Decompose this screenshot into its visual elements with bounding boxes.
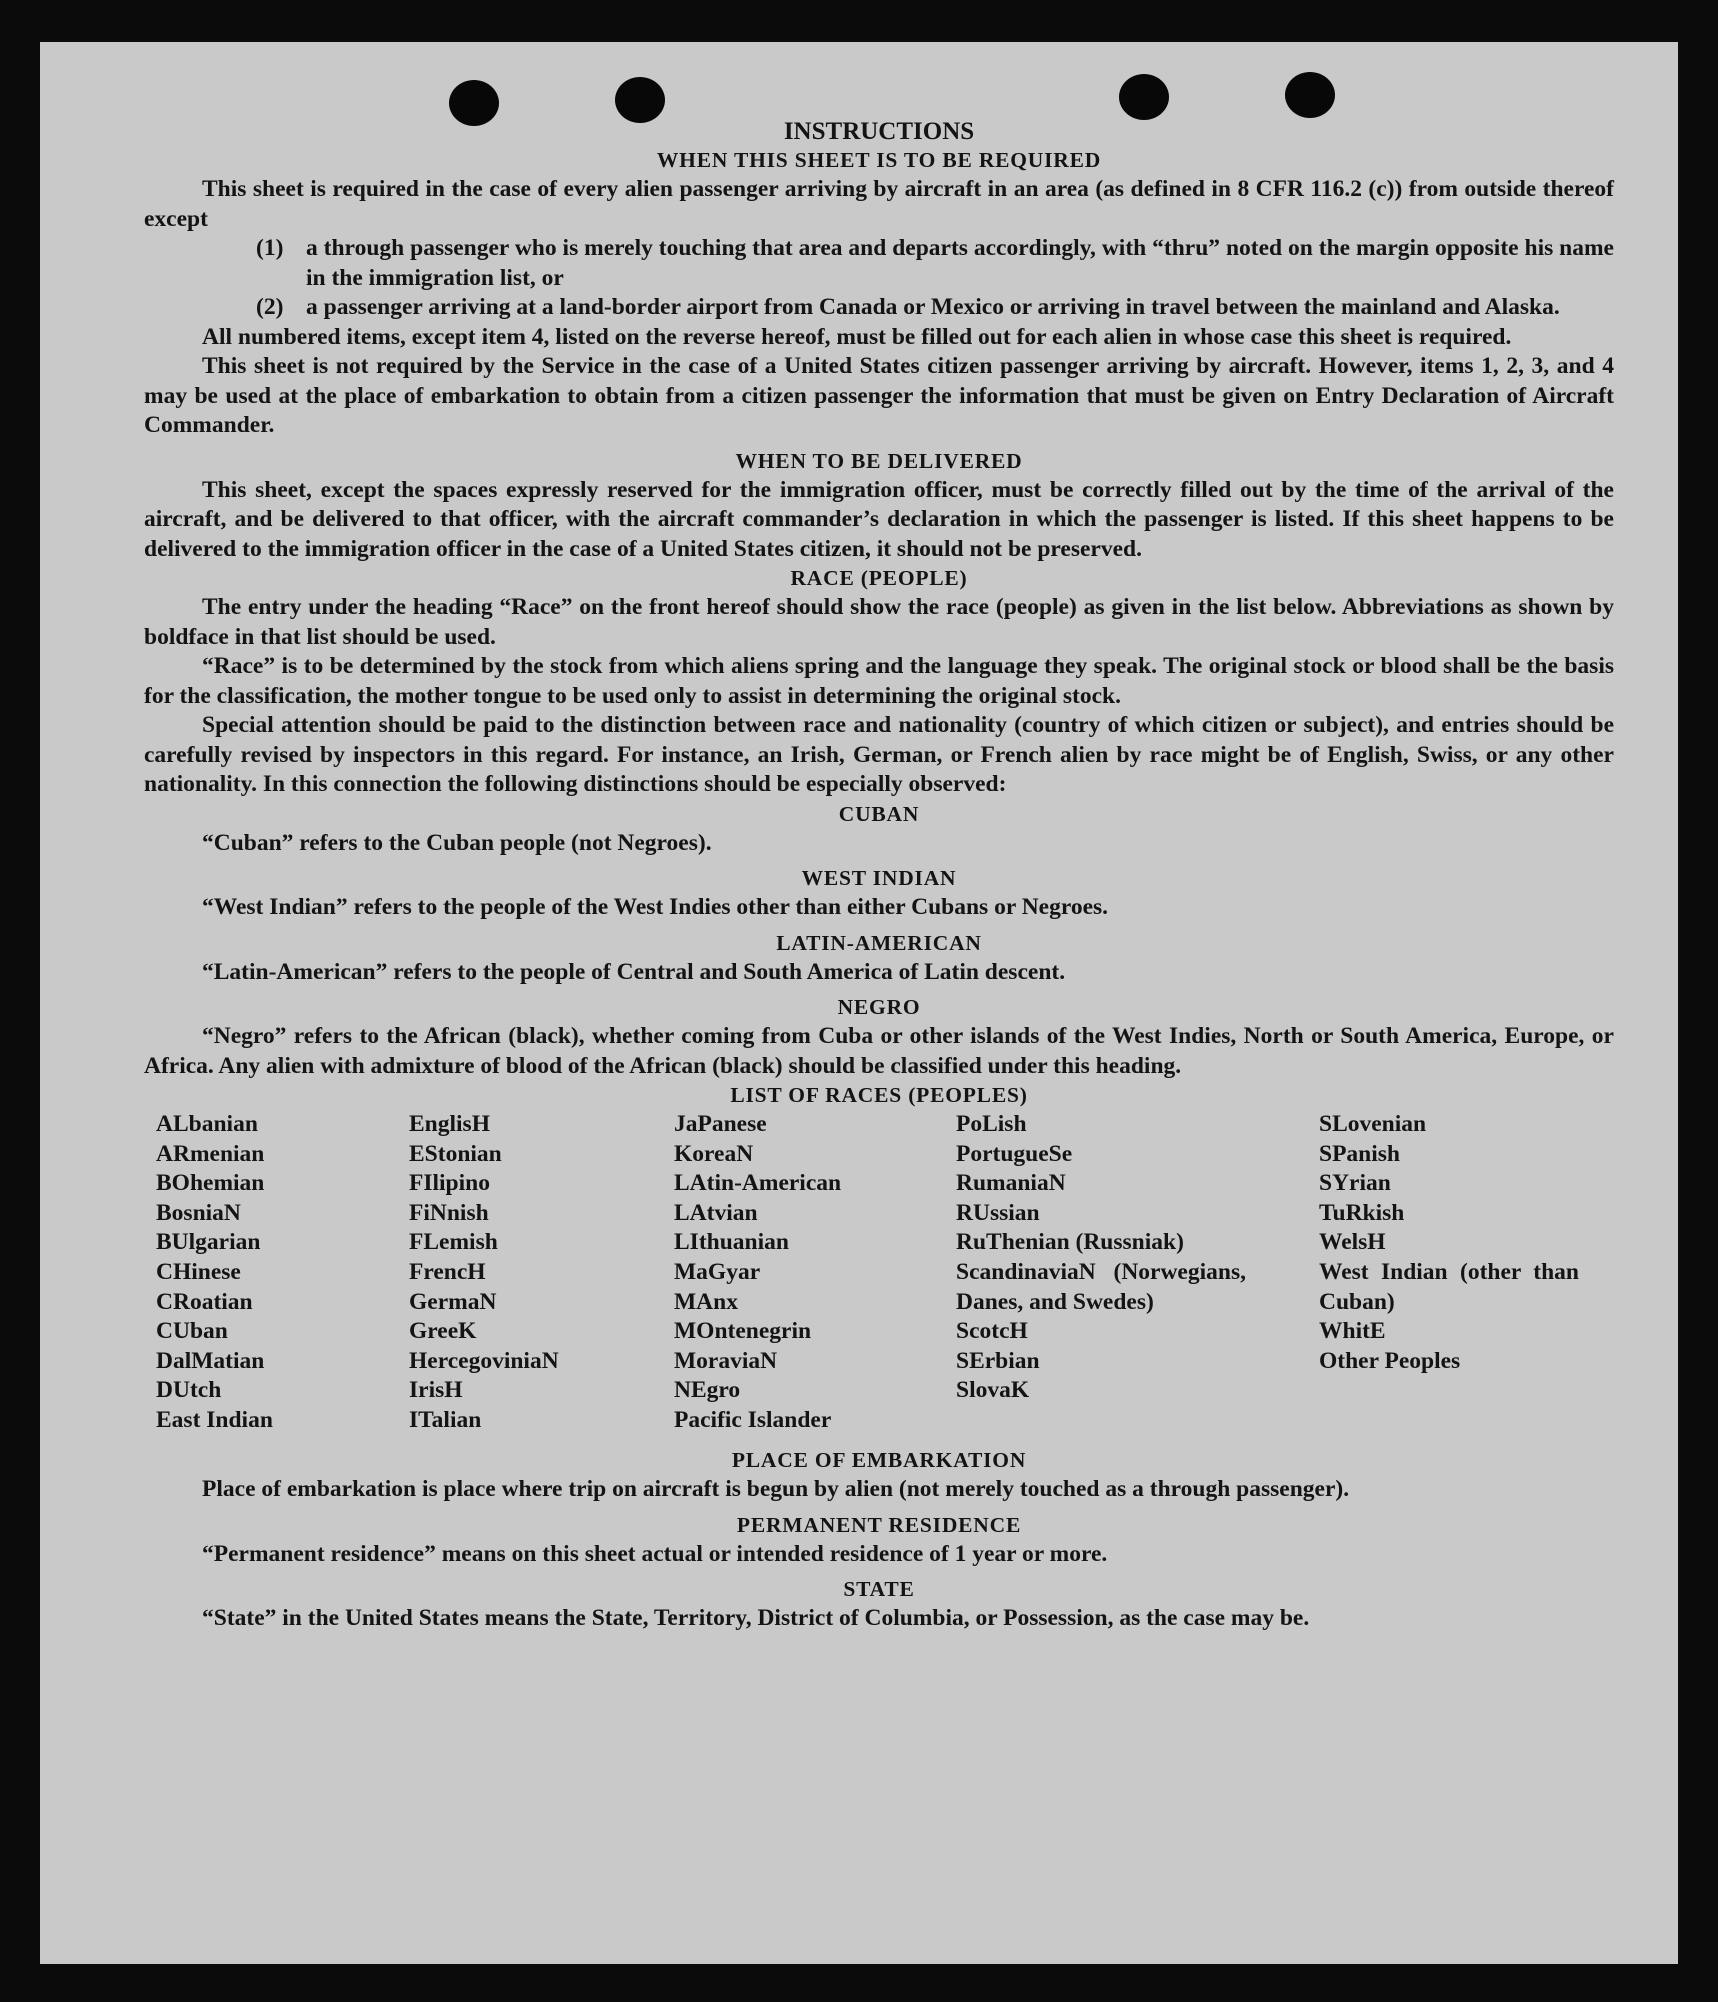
list-item: ITalian bbox=[409, 1406, 482, 1433]
paragraph: This sheet is required in the case of every alien passenger arriving by aircraft in an area (as defined in 8 CFR 116.2 (c)) from outside thereof except bbox=[144, 176, 1614, 232]
section-heading-race: RACE (PEOPLE) bbox=[790, 566, 968, 590]
list-item: BOhemian bbox=[156, 1170, 265, 1197]
list-item: RuThenian (Russniak) bbox=[956, 1229, 1184, 1256]
list-item: SErbian bbox=[956, 1347, 1040, 1374]
list-item: CUban bbox=[156, 1318, 228, 1345]
list-item: East Indian bbox=[156, 1406, 273, 1433]
paragraph: The entry under the heading “Race” on the front hereof should show the race (people) as given in the list below. Abbreviations as shown by boldface in that list should be used. bbox=[144, 594, 1614, 650]
list-item: MaGyar bbox=[674, 1258, 761, 1285]
race-column bbox=[674, 1110, 841, 1436]
list-item: LAtvian bbox=[674, 1199, 758, 1226]
race-column bbox=[956, 1110, 1246, 1406]
document-sheet bbox=[40, 42, 1678, 1964]
paragraph: “Negro” refers to the African (black), whether coming from Cuba or other islands of the West Indies, North or South America, Europe, or Africa. Any alien with admixture of blood of the African (black) should be classified under this heading. bbox=[144, 1023, 1614, 1079]
list-item: WhitE bbox=[1319, 1318, 1386, 1345]
document-content bbox=[144, 118, 1614, 1634]
list-item bbox=[144, 293, 1614, 323]
race-column bbox=[156, 1110, 273, 1436]
list-item: FrencH bbox=[409, 1258, 486, 1285]
list-item: DalMatian bbox=[156, 1347, 265, 1374]
paragraph: All numbered items, except item 4, listed on the reverse hereof, must be filled out for each alien in whose case this sheet is required. bbox=[202, 323, 1512, 350]
list-item: MoraviaN bbox=[674, 1347, 778, 1374]
list-item: BUlgarian bbox=[156, 1229, 261, 1256]
list-item: SYrian bbox=[1319, 1170, 1391, 1197]
list-item: CHinese bbox=[156, 1258, 241, 1285]
section-heading-cuban: CUBAN bbox=[838, 801, 920, 826]
list-item: KoreaN bbox=[674, 1140, 754, 1167]
list-item bbox=[144, 234, 1614, 293]
list-item: IrisH bbox=[409, 1377, 463, 1404]
list-item: ALbanian bbox=[156, 1111, 258, 1137]
list-item: West Indian (other than Cuban) bbox=[1319, 1258, 1579, 1315]
section-heading-negro: NEGRO bbox=[837, 995, 921, 1019]
section-heading-embarkation: PLACE OF EMBARKATION bbox=[731, 1448, 1027, 1472]
list-item: NEgro bbox=[674, 1377, 741, 1404]
list-item: CRoatian bbox=[156, 1288, 253, 1315]
paragraph: Special attention should be paid to the distinction between race and nationality (country of which citizen or subject), and entries should be carefully revised by inspectors in this regard. For instance, an Irish, German, or French alien by race might be of English, Swiss, or any other nationality. In this connection the following distinctions should be especially observed: bbox=[144, 712, 1614, 797]
list-item: GreeK bbox=[409, 1318, 477, 1345]
list-item: EnglisH bbox=[409, 1111, 490, 1137]
race-list bbox=[144, 1110, 1614, 1446]
paragraph: “West Indian” refers to the people of the West Indies other than either Cubans or Negroes. bbox=[202, 894, 1109, 920]
race-column bbox=[409, 1110, 559, 1436]
item-number: (1) bbox=[256, 235, 284, 261]
list-item: LAtin-American bbox=[674, 1170, 842, 1197]
section-heading-west-indian: WEST INDIAN bbox=[801, 866, 957, 890]
paragraph: “Permanent residence” means on this sheet actual or intended residence of 1 year or more. bbox=[202, 1540, 1108, 1567]
list-item: DUtch bbox=[156, 1377, 222, 1404]
item-text: a passenger arriving at a land-border airport from Canada or Mexico or arriving in travel between the mainland and Alaska. bbox=[306, 294, 1560, 320]
list-item: SlovaK bbox=[956, 1377, 1030, 1404]
list-item: EStonian bbox=[409, 1140, 502, 1167]
list-item: FiNnish bbox=[409, 1199, 489, 1226]
list-item: Pacific Islander bbox=[674, 1406, 832, 1433]
section-heading-when-required: WHEN THIS SHEET IS TO BE REQUIRED bbox=[656, 148, 1102, 172]
punch-hole bbox=[1285, 72, 1335, 118]
list-item: LIthuanian bbox=[674, 1229, 789, 1256]
list-item: RumaniaN bbox=[956, 1170, 1066, 1197]
list-item: BosniaN bbox=[156, 1199, 241, 1226]
paragraph: “Race” is to be determined by the stock from which aliens spring and the language they speak. The original stock or blood shall be the basis for the classification, the mother tongue to be used only to assist in determining the original stock. bbox=[144, 653, 1614, 709]
race-column bbox=[1319, 1110, 1579, 1376]
list-item: ScandinaviaN (Norwegians, Danes, and Swedes) bbox=[956, 1258, 1246, 1315]
list-item: PoLish bbox=[956, 1111, 1027, 1137]
list-item: Other Peoples bbox=[1319, 1347, 1461, 1374]
list-item: RUssian bbox=[956, 1199, 1040, 1226]
section-heading-latin-american: LATIN-AMERICAN bbox=[776, 930, 982, 955]
section-heading-residence: PERMANENT RESIDENCE bbox=[736, 1512, 1022, 1537]
paragraph: This sheet, except the spaces expressly reserved for the immigration officer, must be correctly filled out by the time of the arrival of the aircraft, and be delivered to that officer, with the aircraft commander’s declaration in which the passenger is listed. If this sheet happens to be delivered to the immigration officer in the case of a United States citizen, it should not be preserved. bbox=[144, 476, 1614, 562]
punch-hole bbox=[1119, 74, 1169, 120]
list-item: PortugueSe bbox=[956, 1140, 1073, 1167]
list-item: FIlipino bbox=[409, 1170, 490, 1197]
list-item: HercegoviniaN bbox=[409, 1347, 559, 1374]
list-item: MOntenegrin bbox=[674, 1318, 812, 1345]
list-item: GermaN bbox=[409, 1288, 497, 1315]
list-item: ScotcH bbox=[956, 1318, 1028, 1345]
page-title: INSTRUCTIONS bbox=[783, 118, 975, 145]
list-item: JaPanese bbox=[674, 1111, 767, 1137]
item-text: a through passenger who is merely touching that area and departs accordingly, with “thru” noted on the margin opposite his name in the immigration list, or bbox=[306, 235, 1614, 291]
paragraph: Place of embarkation is place where trip on aircraft is begun by alien (not merely touched as a through passenger). bbox=[202, 1476, 1350, 1502]
list-item: SPanish bbox=[1319, 1140, 1400, 1167]
paragraph: “Cuban” refers to the Cuban people (not Negroes). bbox=[202, 829, 712, 856]
list-item: TuRkish bbox=[1319, 1199, 1405, 1226]
paragraph: “State” in the United States means the State, Territory, District of Columbia, or Possession, as the case may be. bbox=[202, 1605, 1310, 1631]
list-item: WelsH bbox=[1319, 1229, 1386, 1256]
list-item: SLovenian bbox=[1319, 1111, 1427, 1137]
list-item: MAnx bbox=[674, 1288, 738, 1315]
list-item: FLemish bbox=[409, 1229, 498, 1256]
section-heading-list-of-races: LIST OF RACES (PEOPLES) bbox=[730, 1083, 1028, 1107]
paragraph: This sheet is not required by the Service in the case of a United States citizen passenger arriving by aircraft. However, items 1, 2, 3, and 4 may be used at the place of embarkation to obtain from a citizen passenger the information that must be given on Entry Declaration of Aircraft Commander. bbox=[144, 353, 1614, 438]
item-number: (2) bbox=[256, 294, 284, 320]
section-heading-state: STATE bbox=[843, 1577, 915, 1601]
punch-hole bbox=[615, 77, 665, 123]
section-heading-when-delivered: WHEN TO BE DELIVERED bbox=[735, 448, 1023, 473]
list-item: ARmenian bbox=[156, 1140, 265, 1167]
paragraph: “Latin-American” refers to the people of Central and South America of Latin descent. bbox=[202, 958, 1066, 985]
